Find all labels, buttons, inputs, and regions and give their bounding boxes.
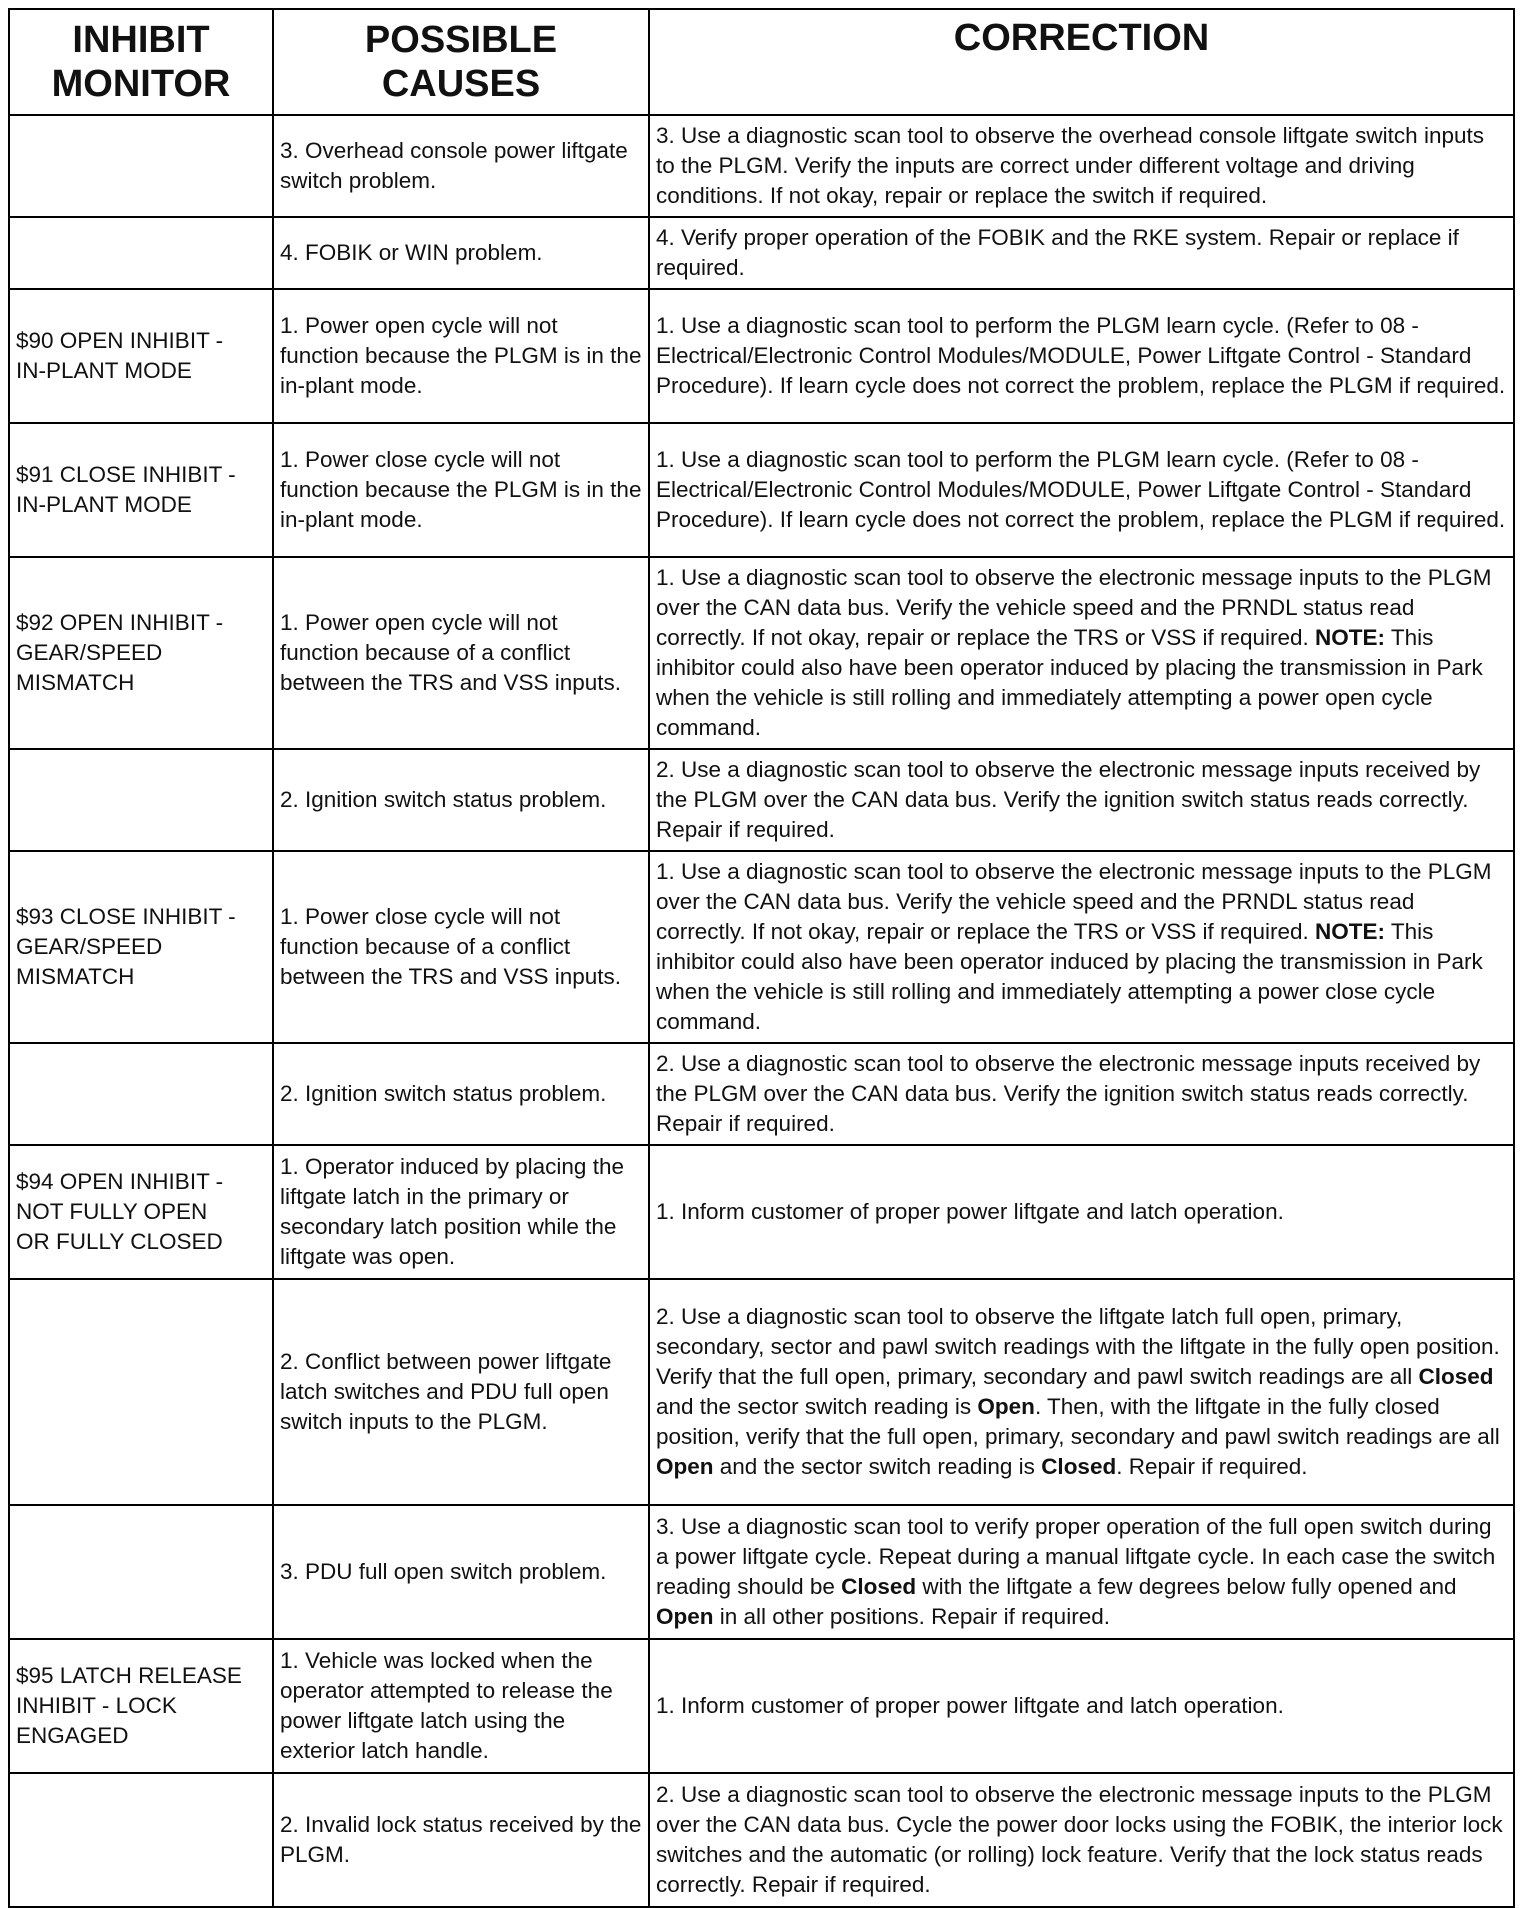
header-possible-causes: POSSIBLE CAUSES <box>273 9 649 115</box>
inhibit-monitor-cell <box>9 1505 273 1639</box>
table-row <box>9 1773 1514 1907</box>
header-inhibit-monitor: INHIBIT MONITOR <box>9 9 273 115</box>
possible-cause-cell: 2. Invalid lock status received by the PLGM. <box>273 1773 649 1907</box>
correction-text: in all other positions. Repair if required. <box>713 1604 1110 1629</box>
possible-cause-cell: 1. Power open cycle will not function because the PLGM is in the in-plant mode. <box>273 289 649 423</box>
correction-cell <box>649 1279 1514 1505</box>
correction-text: . Then, with the liftgate in the fully closed position, verify that the full open, primary, secondary and pawl switch readings are all <box>656 1394 1500 1449</box>
correction-text: 3. Use a diagnostic scan tool to verify proper operation of the full open switch during a power liftgate cycle. Repeat during a manual liftgate cycle. In each case the switch reading should be <box>656 1514 1496 1599</box>
correction-text: with the liftgate a few degrees below fully opened and <box>916 1574 1457 1599</box>
table-row <box>9 1639 1514 1773</box>
inhibit-monitor-cell: $92 OPEN INHIBIT - GEAR/SPEED MISMATCH <box>9 557 273 749</box>
correction-text: This inhibitor could also have been operator induced by placing the transmission in Park when the vehicle is still rolling and immediately attempting a power open cycle command. <box>656 625 1483 740</box>
correction-cell <box>649 1773 1514 1907</box>
correction-text: and the sector switch reading is <box>656 1394 978 1419</box>
correction-cell <box>649 1145 1514 1279</box>
correction-cell <box>649 557 1514 749</box>
table-row <box>9 1145 1514 1279</box>
possible-cause-cell: 4. FOBIK or WIN problem. <box>273 217 649 289</box>
table-row <box>9 115 1514 217</box>
correction-text: 1. Inform customer of proper power liftgate and latch operation. <box>656 1199 1284 1224</box>
inhibit-monitor-cell: $91 CLOSE INHIBIT - IN-PLANT MODE <box>9 423 273 557</box>
possible-cause-cell: 1. Power close cycle will not function because of a conflict between the TRS and VSS inputs. <box>273 851 649 1043</box>
correction-text: 3. Use a diagnostic scan tool to observe the overhead console liftgate switch inputs to the PLGM. Verify the inputs are correct under different voltage and driving conditions. If not okay, repair or replace the switch if required. <box>656 123 1484 208</box>
correction-cell <box>649 1639 1514 1773</box>
inhibit-monitor-cell: $94 OPEN INHIBIT - NOT FULLY OPEN OR FULLY CLOSED <box>9 1145 273 1279</box>
possible-cause-cell: 1. Operator induced by placing the liftgate latch in the primary or secondary latch position while the liftgate was open. <box>273 1145 649 1279</box>
inhibit-monitor-cell <box>9 1043 273 1145</box>
emphasis-text: Open <box>977 1394 1035 1419</box>
table-row <box>9 1505 1514 1639</box>
correction-text: 1. Use a diagnostic scan tool to perform the PLGM learn cycle. (Refer to 08 - Electrical/Electronic Control Modules/MODULE, Power Liftgate Control - Standard Procedure). If learn cycle does not correct the problem, replace the PLGM if required. <box>656 447 1506 532</box>
table-row <box>9 217 1514 289</box>
correction-text: 1. Use a diagnostic scan tool to observe the electronic message inputs to the PLGM over the CAN data bus. Verify the vehicle speed and the PRNDL status read correctly. If not okay, repair or replace the TRS or VSS if required. <box>656 565 1492 650</box>
correction-cell <box>649 423 1514 557</box>
emphasis-text: NOTE: <box>1315 625 1386 650</box>
correction-text: 2. Use a diagnostic scan tool to observe the electronic message inputs to the PLGM over the CAN data bus. Cycle the power door locks using the FOBIK, the interior lock switches and the automatic (or rolling) lock feature. Verify that the lock status reads correctly. Repair if required. <box>656 1782 1503 1897</box>
correction-text: 2. Use a diagnostic scan tool to observe the liftgate latch full open, primary, secondary, sector and pawl switch readings with the liftgate in the fully open position. Verify that the full open, primary, secondary and pawl switch readings are all <box>656 1304 1500 1389</box>
inhibit-monitor-cell: $90 OPEN INHIBIT - IN-PLANT MODE <box>9 289 273 423</box>
correction-text: 4. Verify proper operation of the FOBIK and the RKE system. Repair or replace if required. <box>656 225 1459 280</box>
correction-text: 1. Use a diagnostic scan tool to observe the electronic message inputs to the PLGM over the CAN data bus. Verify the vehicle speed and the PRNDL status read correctly. If not okay, repair or replace the TRS or VSS if required. <box>656 859 1492 944</box>
table-row <box>9 557 1514 749</box>
inhibit-monitor-cell <box>9 1773 273 1907</box>
possible-cause-cell: 1. Power open cycle will not function because of a conflict between the TRS and VSS inputs. <box>273 557 649 749</box>
possible-cause-cell: 3. Overhead console power liftgate switch problem. <box>273 115 649 217</box>
header-correction: CORRECTION <box>649 9 1514 115</box>
inhibit-monitor-cell: $93 CLOSE INHIBIT - GEAR/SPEED MISMATCH <box>9 851 273 1043</box>
emphasis-text: Closed <box>1418 1364 1494 1389</box>
correction-text: 2. Use a diagnostic scan tool to observe the electronic message inputs received by the PLGM over the CAN data bus. Verify the ignition switch status reads correctly. Repair if required. <box>656 757 1481 842</box>
inhibit-monitor-cell <box>9 749 273 851</box>
correction-cell <box>649 289 1514 423</box>
correction-text: . Repair if required. <box>1116 1454 1308 1479</box>
inhibit-monitor-cell <box>9 1279 273 1505</box>
correction-text: 1. Inform customer of proper power liftgate and latch operation. <box>656 1693 1284 1718</box>
emphasis-text: Open <box>656 1604 714 1629</box>
correction-text: 2. Use a diagnostic scan tool to observe the electronic message inputs received by the PLGM over the CAN data bus. Verify the ignition switch status reads correctly. Repair if required. <box>656 1051 1481 1136</box>
emphasis-text: Open <box>656 1454 714 1479</box>
possible-cause-cell: 2. Ignition switch status problem. <box>273 1043 649 1145</box>
inhibit-monitor-cell: $95 LATCH RELEASE INHIBIT - LOCK ENGAGED <box>9 1639 273 1773</box>
table-row <box>9 749 1514 851</box>
emphasis-text: NOTE: <box>1315 919 1386 944</box>
header-row <box>9 9 1514 115</box>
possible-cause-cell: 1. Power close cycle will not function because the PLGM is in the in-plant mode. <box>273 423 649 557</box>
inhibit-monitor-cell <box>9 217 273 289</box>
correction-cell <box>649 1505 1514 1639</box>
correction-cell <box>649 217 1514 289</box>
diagnostic-table-page <box>8 8 1513 1908</box>
possible-cause-cell: 3. PDU full open switch problem. <box>273 1505 649 1639</box>
correction-text: This inhibitor could also have been operator induced by placing the transmission in Park when the vehicle is still rolling and immediately attempting a power close cycle command. <box>656 919 1483 1034</box>
correction-text: 1. Use a diagnostic scan tool to perform the PLGM learn cycle. (Refer to 08 - Electrical/Electronic Control Modules/MODULE, Power Liftgate Control - Standard Procedure). If learn cycle does not correct the problem, replace the PLGM if required. <box>656 313 1506 398</box>
possible-cause-cell: 2. Conflict between power liftgate latch switches and PDU full open switch inputs to the PLGM. <box>273 1279 649 1505</box>
table-row <box>9 423 1514 557</box>
inhibit-monitor-table <box>8 8 1515 1908</box>
correction-cell <box>649 1043 1514 1145</box>
correction-cell <box>649 851 1514 1043</box>
correction-cell <box>649 749 1514 851</box>
table-row <box>9 289 1514 423</box>
possible-cause-cell: 2. Ignition switch status problem. <box>273 749 649 851</box>
emphasis-text: Closed <box>1041 1454 1117 1479</box>
table-row <box>9 851 1514 1043</box>
correction-text: and the sector switch reading is <box>713 1454 1042 1479</box>
possible-cause-cell: 1. Vehicle was locked when the operator attempted to release the power liftgate latch using the exterior latch handle. <box>273 1639 649 1773</box>
inhibit-monitor-cell <box>9 115 273 217</box>
table-row <box>9 1043 1514 1145</box>
correction-cell <box>649 115 1514 217</box>
emphasis-text: Closed <box>841 1574 917 1599</box>
table-row <box>9 1279 1514 1505</box>
